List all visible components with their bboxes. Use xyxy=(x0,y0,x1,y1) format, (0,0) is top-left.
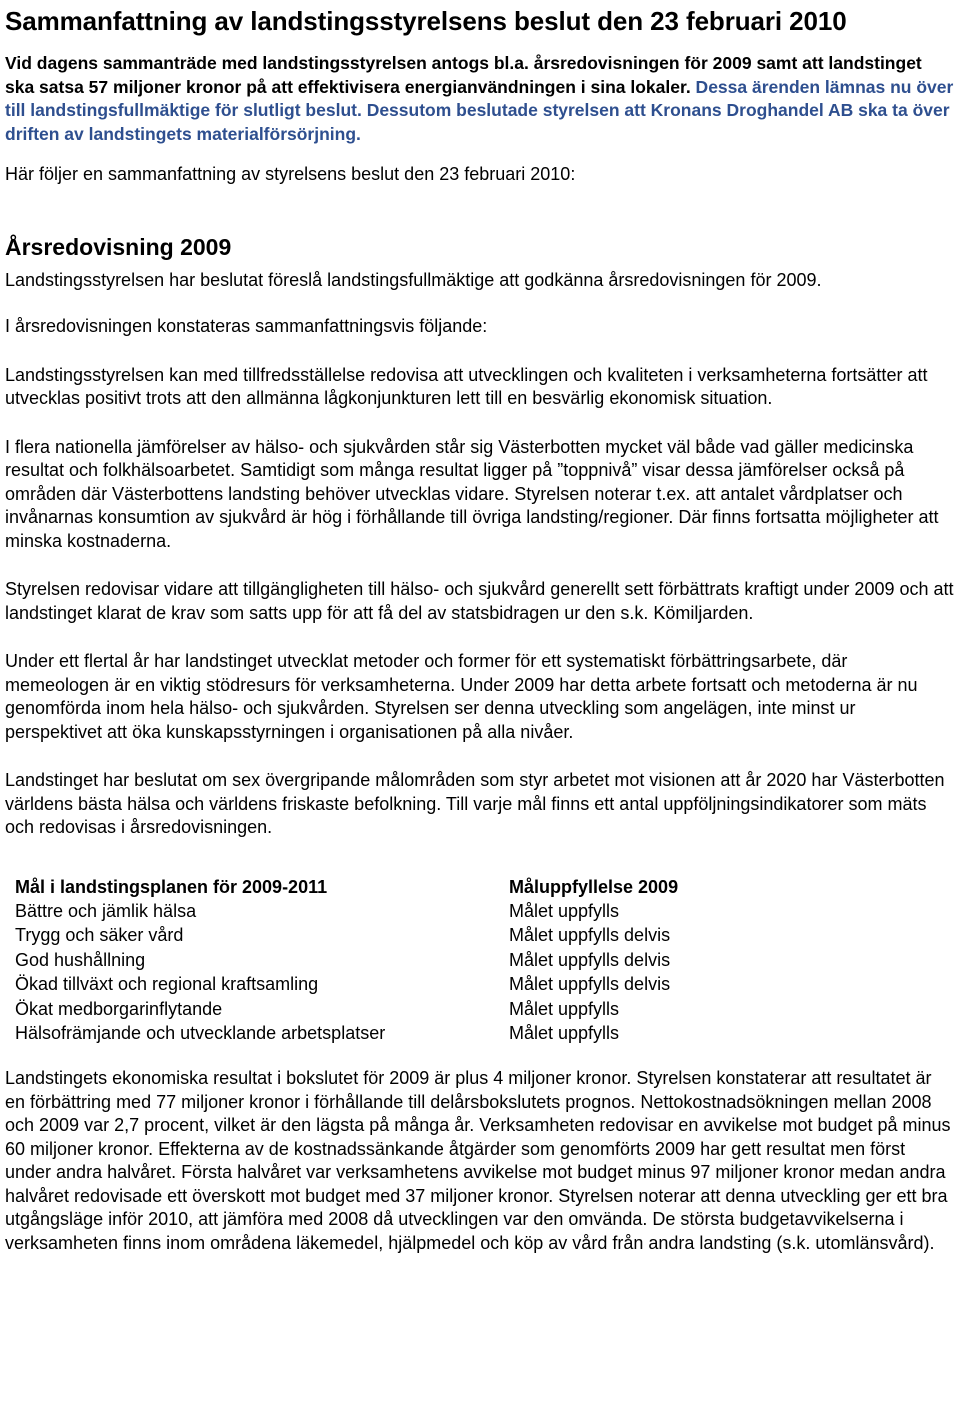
goal-cell: Hälsofrämjande och utvecklande arbetsplatser xyxy=(15,1022,386,1043)
lead-part-2: Dessa ärenden lämnas nu över till landstingsfullmäktige för slutligt beslut. xyxy=(5,76,954,120)
fulfilment-cell: Målet uppfylls delvis xyxy=(509,949,671,970)
body-paragraph-2: I årsredovisningen konstateras sammanfattningsvis följande: xyxy=(5,316,488,336)
table-row xyxy=(15,972,678,996)
intro-paragraph: Här följer en sammanfattning av styrelsens beslut den 23 februari 2010: xyxy=(5,164,576,184)
lead-part-3: Dessutom beslutade styrelsen att Kronans Droghandel AB ska ta över driften av landstingets materialförsörjning. xyxy=(5,100,950,144)
body-paragraph-7: Landstinget har beslutat om sex övergripande målområden som styr arbetet mot visionen att år 2020 har Västerbotten världens bästa hälsa och världens friskaste befolkning. Till varje mål finns ett antal uppföljningsindikatorer som mäts och redovisas i årsredovisningen. xyxy=(5,770,945,837)
table-row xyxy=(15,899,678,923)
goal-cell: Ökat medborgarinflytande xyxy=(15,998,223,1019)
fulfilment-cell: Målet uppfylls xyxy=(509,900,620,921)
body-paragraph-1: Landstingsstyrelsen har beslutat föreslå landstingsfullmäktige att godkänna årsredovisningen för 2009. xyxy=(5,269,822,290)
goals-header-fulfilment: Måluppfyllelse 2009 xyxy=(509,876,679,897)
goal-cell: Trygg och säker vård xyxy=(15,925,184,946)
goals-header-goal: Mål i landstingsplanen för 2009-2011 xyxy=(15,876,328,897)
body-paragraph-6: Under ett flertal år har landstinget utvecklat metoder och former för ett systematiskt förbättringsarbete, där memeologen är en viktig stödresurs för verksamheterna. Under 2009 har detta arbete fortsatt och metoderna är nu genomförda inom hela hälso- och sjukvården. Styrelsen ser denna utveckling som angelägen, inte minst ur perspektivet att öka kunskapsstyrningen i organisationen på alla nivåer. xyxy=(5,651,918,742)
table-row xyxy=(15,948,678,972)
fulfilment-cell: Målet uppfylls delvis xyxy=(509,974,671,995)
fulfilment-cell: Målet uppfylls xyxy=(509,998,620,1019)
body-paragraph-3: Landstingsstyrelsen kan med tillfredsställelse redovisa att utvecklingen och kvaliteten i verksamheterna fortsätter att utvecklas positivt trots att den allmänna lågkonjunkturen lett till en besvärlig ekonomisk situation. xyxy=(5,364,928,408)
goal-cell: God hushållning xyxy=(15,949,146,970)
fulfilment-cell: Målet uppfylls xyxy=(509,1022,620,1043)
fulfilment-cell: Målet uppfylls delvis xyxy=(509,925,671,946)
document-title: Sammanfattning av landstingsstyrelsens beslut den 23 februari 2010 xyxy=(5,6,847,36)
goals-table xyxy=(15,875,678,1046)
table-row xyxy=(15,997,678,1021)
body-paragraph-5: Styrelsen redovisar vidare att tillgängligheten till hälso- och sjukvård generellt sett förbättrats kraftigt under 2009 och att landstinget klarat de krav som satts upp för att få del av statsbidragen ur den s.k. Kömiljarden. xyxy=(5,579,954,623)
section-heading: Årsredovisning 2009 xyxy=(5,233,232,260)
financial-result-paragraph: Landstingets ekonomiska resultat i bokslutet för 2009 är plus 4 miljoner kronor. Styrelsen konstaterar att resultatet är en förbättring med 77 miljoner kronor i förhållande till delårsbokslutets prognos. Nettokostnadsökningen mellan 2008 och 2009 var 2,7 procent, vilket är den lägsta på många år. Verksamheten redovisar en avvikelse mot budget på minus 60 miljoner kronor. Effekterna av de kostnadssänkande åtgärder som genomförts 2009 har gett resultat men först under andra halvåret. Första halvåret var verksamhetens avvikelse mot budget minus 97 miljoner kronor medan andra halvåret redovisade ett överskott mot budget med 37 miljoner kronor. Styrelsen noterar att denna utveckling ger ett bra utgångsläge inför 2010, att jämföra med 2008 då utvecklingen var den omvända. De största budgetavvikelserna i verksamheten finns inom områdena läkemedel, hjälpmedel och köp av vård från andra landsting (s.k. utomlänsvård). xyxy=(5,1068,951,1253)
goal-cell: Ökad tillväxt och regional kraftsamling xyxy=(15,974,319,995)
lead-part-1: Vid dagens sammanträde med landstingsstyrelsen antogs bl.a. årsredovisningen för 2009 samt att landstinget ska satsa 57 miljoner kronor på att effektivisera energianvändningen i sina lokaler. xyxy=(5,53,922,97)
table-row xyxy=(15,1021,678,1045)
goal-cell: Bättre och jämlik hälsa xyxy=(15,900,197,921)
body-paragraph-4: I flera nationella jämförelser av hälso- och sjukvården står sig Västerbotten mycket väl både vad gäller medicinska resultat och folkhälsoarbetet. Samtidigt som många resultat ligger på ”toppnivå” visar dessa jämförelser också på områden där Västerbottens landsting behöver utvecklas vidare. Styrelsen noterar t.ex. att antalet vårdplatser och invånarnas konsumtion av sjukvård är hög i förhållande till övriga landsting/regioner. Där finns fortsatta möjligheter att minska kostnaderna. xyxy=(5,436,939,551)
lead-paragraph xyxy=(5,52,955,146)
document xyxy=(5,0,955,1255)
goals-table-header-row xyxy=(15,875,678,899)
table-row xyxy=(15,923,678,947)
